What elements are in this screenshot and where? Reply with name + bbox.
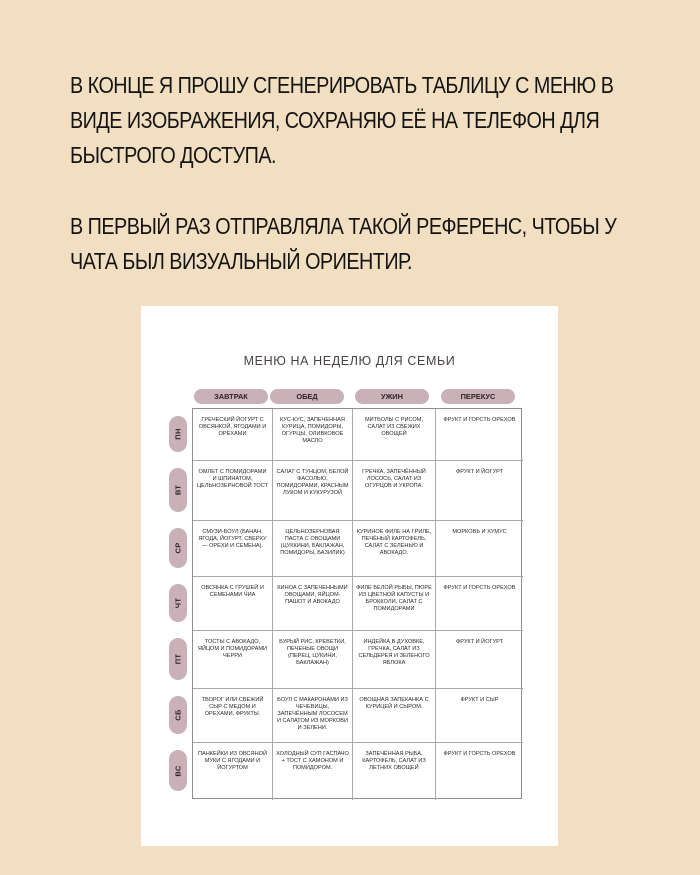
column-header-breakfast: ЗАВТРАК bbox=[194, 389, 268, 404]
menu-cell-lunch: САЛАТ С ТУНЦОМ, БЕЛОЙ ФАСОЛЬЮ, ПОМИДОРАМИ, КРАСНЫМ ЛУКОМ И КУКУРУЗОЙ bbox=[273, 461, 353, 521]
menu-cell-dinner: ЗАПЕЧЁННАЯ РЫБА, КАРТОФЕЛЬ, САЛАТ ИЗ ЛЕТНИХ ОВОЩЕЙ bbox=[353, 743, 436, 800]
menu-cell-breakfast: ТОСТЫ С АВОКАДО, ЯЙЦОМ И ПОМИДОРАМИ ЧЕРРИ bbox=[193, 631, 273, 689]
menu-cell-dinner: ИНДЕЙКА В ДУХОВКЕ, ГРЕЧКА, САЛАТ ИЗ СЕЛЬДЕРЕЯ И ЗЕЛЕНОГО ЯБЛОКА bbox=[353, 631, 436, 689]
menu-cell-lunch: ХОЛОДНЫЙ СУП ГАСПАЧО + ТОСТ С ХАМОНОМ И ПОМИДОРОМ. bbox=[273, 743, 353, 800]
day-label-text: ПТ bbox=[173, 653, 183, 665]
day-label-4 bbox=[169, 638, 187, 680]
menu-cell-dinner: ОВОЩНАЯ ЗАПЕКАНКА С КУРИЦЕЙ И СЫРОМ. bbox=[353, 689, 436, 743]
intro-text bbox=[70, 68, 655, 315]
menu-cell-breakfast: ОВСЯНКА С ГРУШЕЙ И СЕМЕНАМИ ЧИА bbox=[193, 577, 273, 631]
menu-cell-snack: ФРУКТ И ГОРСТЬ ОРЕХОВ bbox=[436, 409, 523, 461]
menu-cell-breakfast: ОМЛЕТ С ПОМИДОРАМИ И ШПИНАТОМ, ЦЕЛЬНОЗЕРНОВОЙ ТОСТ bbox=[193, 461, 273, 521]
menu-cell-dinner: ГРЕЧКА, ЗАПЕЧЁННЫЙ ЛОСОСЬ, САЛАТ ИЗ ОГУРЦОВ И УКРОПА. bbox=[353, 461, 436, 521]
day-label-6 bbox=[169, 750, 187, 791]
menu-cell-dinner: МИТБОЛЫ С РИСОМ, САЛАТ ИЗ СВЕЖИХ ОВОЩЕЙ bbox=[353, 409, 436, 461]
day-label-5 bbox=[169, 696, 187, 734]
menu-cell-snack: ФРУКТ И ГОРСТЬ ОРЕХОВ bbox=[436, 577, 523, 631]
day-label-text: ВС bbox=[173, 764, 183, 777]
menu-cell-lunch: КУС-КУС, ЗАПЕЧЕННАЯ КУРИЦА, ПОМИДОРЫ, ОГУРЦЫ, ОЛИВКОВОЕ МАСЛО bbox=[273, 409, 353, 461]
menu-cell-snack: МОРКОВЬ И ХУМУС bbox=[436, 521, 523, 577]
column-header-lunch: ОБЕД bbox=[270, 389, 344, 404]
day-label-0 bbox=[169, 416, 187, 452]
day-label-2 bbox=[169, 528, 187, 568]
menu-cell-lunch: БОУЛ С МАКАРОНАМИ ИЗ ЧЕЧЕВИЦЫ, ЗАПЕЧЁННЫМ ЛОСОСЕМ И САЛАТОМ ИЗ МОРКОВИ И ЗЕЛЕНИ. bbox=[273, 689, 353, 743]
menu-cell-snack: ФРУКТ И ЙОГУРТ bbox=[436, 461, 523, 521]
menu-cell-breakfast: СМУЗИ-БОУЛ (БАНАН, ЯГОДА, ЙОГУРТ, СВЕРХУ — ОРЕХИ И СЕМЕНА). bbox=[193, 521, 273, 577]
menu-cell-snack: ФРУКТ И ЙОГУРТ bbox=[436, 631, 523, 689]
menu-cell-dinner: ФИЛЕ БЕЛОЙ РЫБЫ, ПЮРЕ ИЗ ЦВЕТНОЙ КАПУСТЫ И БРОККОЛИ, САЛАТ С ПОМИДОРАМИ bbox=[353, 577, 436, 631]
day-label-text: ПН bbox=[173, 428, 183, 440]
menu-table bbox=[192, 408, 522, 799]
menu-cell-breakfast: ГРЕЧЕСКИЙ ЙОГУРТ С ОВСЯНКОЙ, ЯГОДАМИ И ОРЕХАМИ bbox=[193, 409, 273, 461]
day-label-text: СБ bbox=[173, 709, 183, 721]
day-label-text: СР bbox=[173, 542, 183, 554]
menu-cell-breakfast: ТВОРОГ ИЛИ СВЕЖИЙ СЫР С МЕДОМ И ОРЕХАМИ, ФРУКТЫ. bbox=[193, 689, 273, 743]
menu-cell-lunch: БУРЫЙ РИС, КРЕВЕТКИ, ПЕЧЕНЫЕ ОВОЩИ (ПЕРЕЦ, ЦУКИНИ, БАКЛАЖАН) bbox=[273, 631, 353, 689]
menu-cell-dinner: КУРИНОЕ ФИЛЕ НА ГРИЛЕ, ПЕЧЁНЫЙ КАРТОФЕЛЬ, САЛАТ С ЗЕЛЕНЬЮ И АВОКАДО. bbox=[353, 521, 436, 577]
menu-cell-lunch: КИНОА С ЗАПЕЧЕННЫМИ ОВОЩАМИ, ЯЙЦОМ-ПАШОТ И АВОКАДО bbox=[273, 577, 353, 631]
menu-cell-lunch: ЦЕЛЬНОЗЕРНОВАЯ ПАСТА С ОВОЩАМИ (ЦУККИНИ, БАКЛАЖАН, ПОМИДОРЫ, БАЗИЛИК) bbox=[273, 521, 353, 577]
intro-paragraph-2: В ПЕРВЫЙ РАЗ ОТПРАВЛЯЛА ТАКОЙ РЕФЕРЕНС, ЧТОБЫ У ЧАТА БЫЛ ВИЗУАЛЬНЫЙ ОРИЕНТИР. bbox=[70, 213, 617, 274]
day-label-text: ВТ bbox=[173, 484, 183, 496]
intro-paragraph-1: В КОНЦЕ Я ПРОШУ СГЕНЕРИРОВАТЬ ТАБЛИЦУ С МЕНЮ В ВИДЕ ИЗОБРАЖЕНИЯ, СОХРАНЯЮ ЕЁ НА ТЕЛЕФОН ДЛЯ БЫСТРОГО ДОСТУПА. bbox=[70, 72, 614, 168]
menu-cell-snack: ФРУКТ И ГОРСТЬ ОРЕХОВ bbox=[443, 751, 516, 757]
day-label-1 bbox=[169, 468, 187, 512]
column-header-snack: ПЕРЕКУС bbox=[441, 389, 515, 404]
menu-cell-snack: ФРУКТ И СЫР bbox=[436, 689, 523, 743]
menu-cell-breakfast: ПАНКЕЙКИ ИЗ ОВСЯНОЙ МУКИ С ЯГОДАМИ И ЙОГУРТОМ bbox=[193, 743, 273, 800]
menu-card bbox=[141, 306, 558, 846]
day-label-text: ЧТ bbox=[173, 597, 183, 609]
column-header-dinner: УЖИН bbox=[355, 389, 429, 404]
menu-title: МЕНЮ НА НЕДЕЛЮ ДЛЯ СЕМЬИ bbox=[243, 354, 456, 368]
day-label-3 bbox=[169, 584, 187, 622]
